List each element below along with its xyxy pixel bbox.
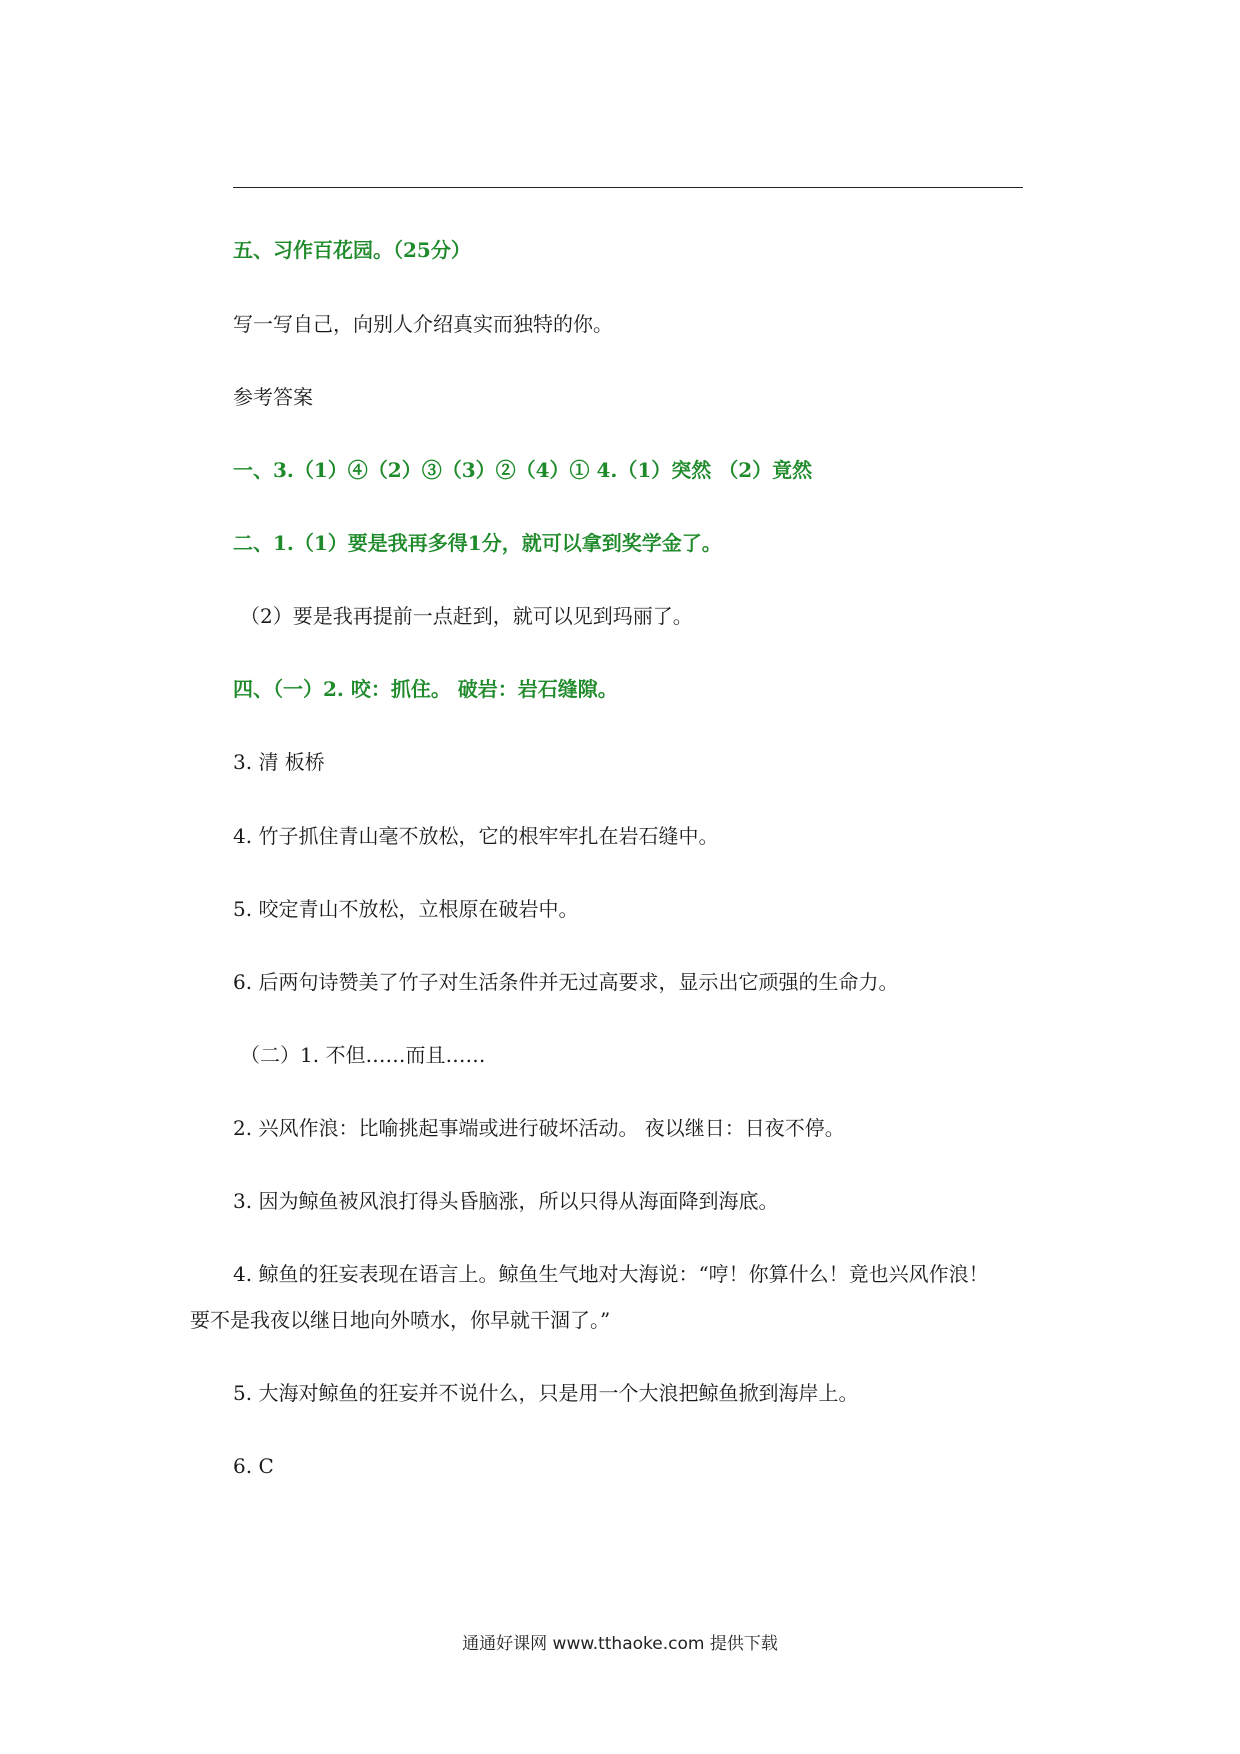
section5-prompt: 写一写自己，向别人介绍真实而独特的你。 [233, 312, 613, 336]
answer-part4-heading: 四、（一）2. 咬：抓住。 破岩：岩石缝隙。 [233, 677, 618, 701]
answer-sub2-q2: 2. 兴风作浪：比喻挑起事端或进行破坏活动。 夜以继日：日夜不停。 [233, 1116, 845, 1140]
answer-q5: 5. 咬定青山不放松，立根原在破岩中。 [233, 897, 579, 921]
header-rule [233, 187, 1023, 188]
footer-credit: 通通好课网 www.tthaoke.com 提供下载 [462, 1634, 778, 1654]
answer-q3: 3. 清 板桥 [233, 750, 325, 774]
answer-sub2-q4-line2: 要不是我夜以继日地向外喷水，你早就干涸了。” [190, 1308, 611, 1332]
answer-part2-2: （2）要是我再提前一点赶到，就可以见到玛丽了。 [240, 604, 693, 628]
answer-sub2-q4-line1: 4. 鲸鱼的狂妄表现在语言上。鲸鱼生气地对大海说：“哼！你算什么！竟也兴风作浪！ [233, 1262, 989, 1286]
answers-title: 参考答案 [233, 385, 313, 409]
answer-q6: 6. 后两句诗赞美了竹子对生活条件并无过高要求，显示出它顽强的生命力。 [233, 970, 899, 994]
section5-heading: 五、习作百花园。（25分） [233, 238, 471, 262]
answer-q4: 4. 竹子抓住青山毫不放松，它的根牢牢扎在岩石缝中。 [233, 824, 719, 848]
answer-sub2-q6: 6. C [233, 1454, 274, 1478]
answer-sub2-q3: 3. 因为鲸鱼被风浪打得头昏脑涨，所以只得从海面降到海底。 [233, 1189, 779, 1213]
answer-sub2-q5: 5. 大海对鲸鱼的狂妄并不说什么，只是用一个大浪把鲸鱼掀到海岸上。 [233, 1381, 859, 1405]
answer-sub2-q1: （二）1. 不但……而且…… [240, 1043, 486, 1067]
answer-part2-1: 二、1.（1）要是我再多得1分，就可以拿到奖学金了。 [233, 531, 722, 555]
answer-part1: 一、3.（1）④（2）③（3）②（4）① 4.（1）突然 （2）竟然 [233, 458, 813, 482]
